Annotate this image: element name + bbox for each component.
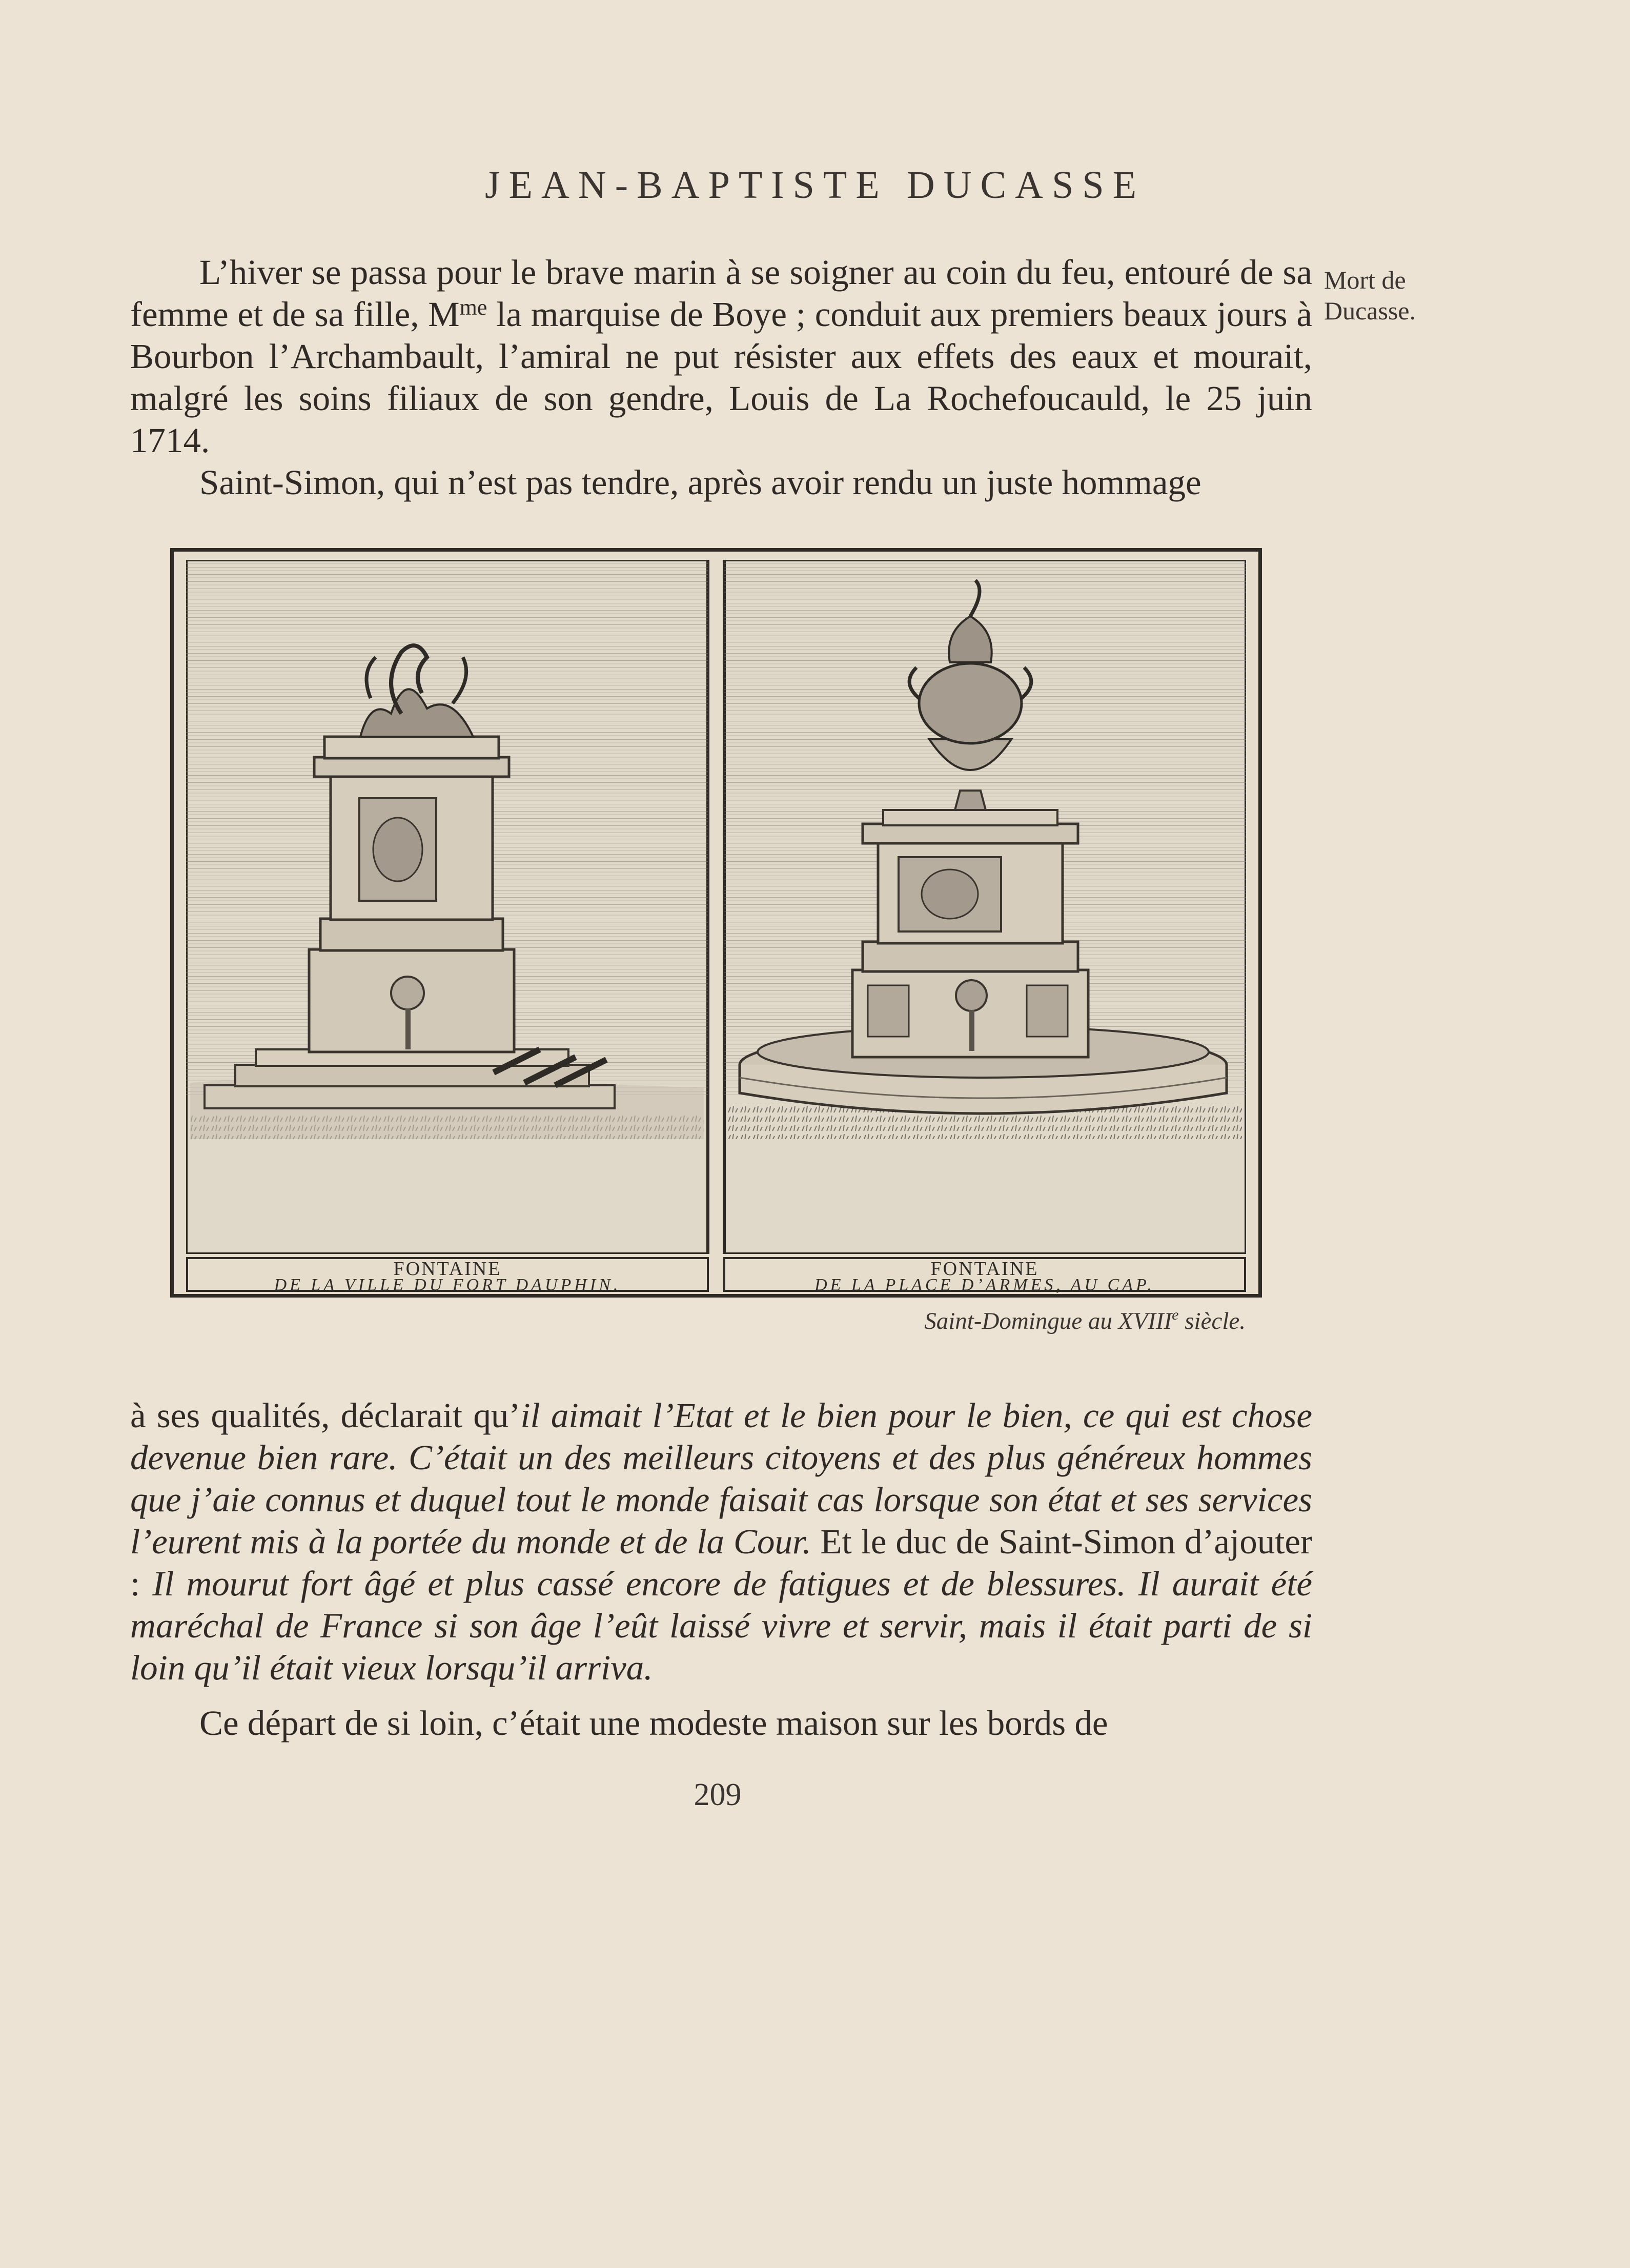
left-caption-title: FONTAINE	[393, 1258, 502, 1280]
paragraph-1-part-b: la marquise de Boye ; conduit aux premiers beaux jours à Bourbon l’Archambault, l’amiral ne put résister aux effets des eaux et mourait, malgré les soins filiaux de son gendre, Louis de La Rochefoucauld, le 25 juin 1714.	[130, 295, 1313, 460]
paragraph-3-text-2: Et le duc de Saint-Simon d’ajouter :	[130, 1522, 1312, 1603]
credit-superscript: e	[1172, 1306, 1179, 1323]
paragraph-4-text: Ce départ de si loin, c’était une modeste maison sur les bords de	[199, 1704, 1108, 1743]
credit-tail: siècle.	[1178, 1308, 1246, 1334]
paragraph-1-superscript: me	[459, 295, 487, 320]
paragraph-4	[130, 1702, 1312, 1744]
margin-note: Mort de Ducasse.	[1324, 266, 1416, 325]
credit-text: Saint-Domingue au XVIII	[924, 1308, 1172, 1334]
image-credit	[820, 1307, 1246, 1335]
right-caption	[723, 1257, 1246, 1292]
engraving-plate	[170, 548, 1262, 1298]
right-caption-subtitle: DE LA PLACE D’ARMES, AU CAP.	[814, 1275, 1155, 1294]
paragraph-1	[130, 251, 1312, 461]
right-caption-title: FONTAINE	[930, 1258, 1039, 1280]
paragraph-3-text-1: à ses qualités, déclarait qu’	[130, 1396, 521, 1435]
paragraph-1-part-a: L’hiver se passa pour le brave marin à se soigner au coin du feu, entouré de sa femme et de sa fille, M	[130, 253, 1312, 334]
paragraph-2	[130, 461, 1312, 503]
paragraph-3-quote-1: il aimait l’Etat et le bien pour le bien, ce qui est chose devenue bien rare. C’était un des meilleurs citoyens et des plus généreux hommes que j’aie connus et duquel tout le monde faisait cas lorsque son état et ses services l’eurent mis à la portée du monde et de la Cour.	[130, 1396, 1312, 1561]
left-caption	[186, 1257, 709, 1292]
running-head: JEAN-BAPTISTE DUCASSE	[484, 164, 1146, 207]
right-panel	[724, 560, 1246, 1254]
left-panel	[186, 560, 708, 1254]
paragraph-3	[130, 1394, 1312, 1689]
page-number: 209	[694, 1777, 742, 1812]
fountains-engraving	[186, 560, 1246, 1254]
paragraph-3-quote-2: Il mourut fort âgé et plus cassé encore de fatigues et de blessures. Il aurait été maréchal de France si son âge l’eût laissé vivre et servir, mais il était parti de si loin qu’il était vieux lorsqu’il arriva.	[130, 1564, 1312, 1687]
left-caption-subtitle: DE LA VILLE DU FORT DAUPHIN.	[274, 1275, 621, 1294]
paragraph-2-text: Saint-Simon, qui n’est pas tendre, après avoir rendu un juste hommage	[199, 463, 1201, 502]
